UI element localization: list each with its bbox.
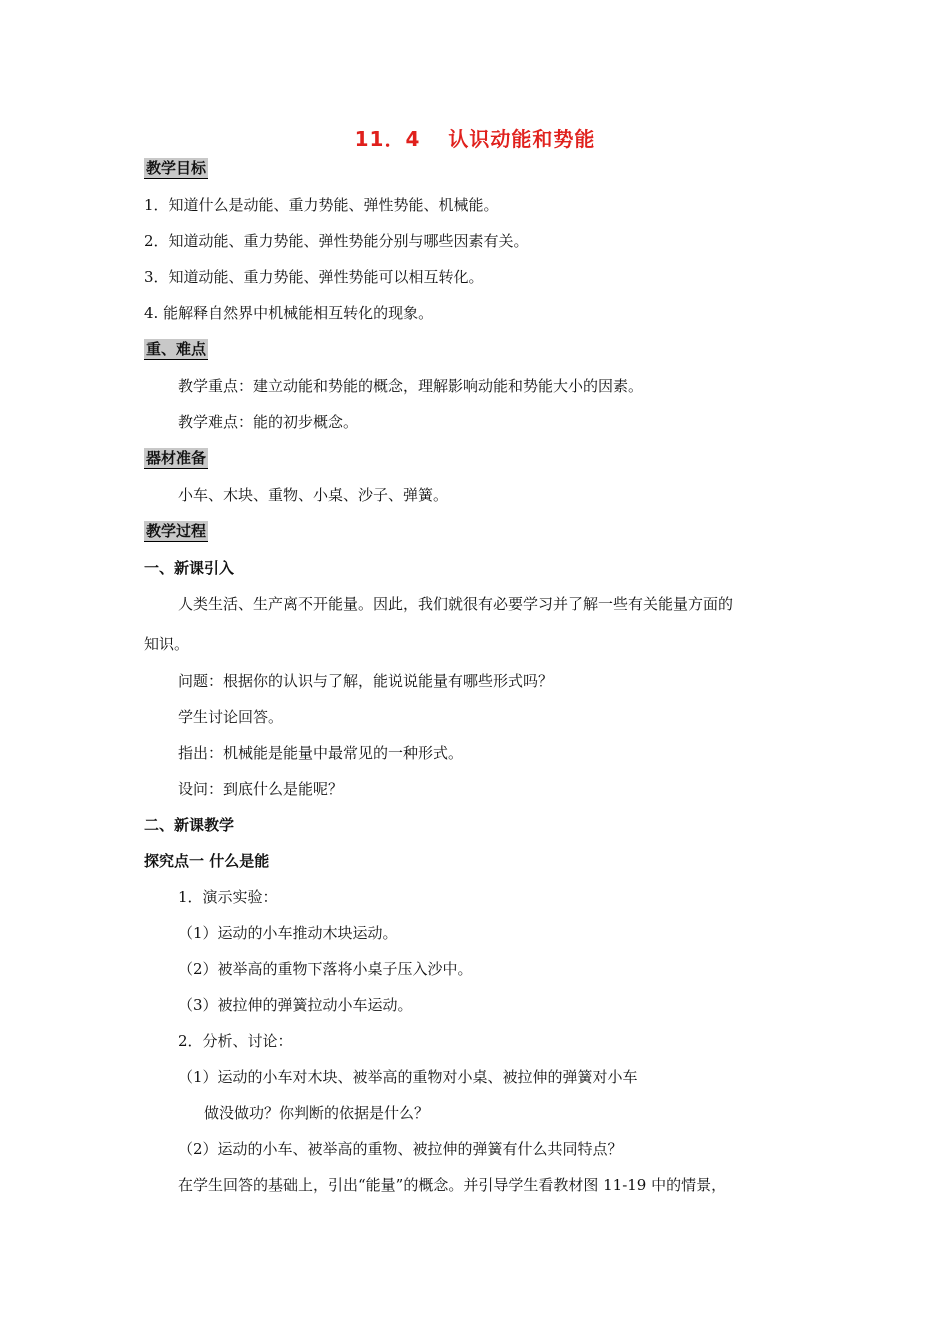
part1-title: 一、新课引入 — [144, 559, 235, 577]
heading-materials: 器材准备 — [146, 449, 207, 467]
materials-list: 小车、木块、重物、小桌、沙子、弹簧。 — [178, 486, 449, 504]
heading-process: 教学过程 — [146, 522, 207, 540]
intro-paragraph-line1: 人类生活、生产离不开能量。因此，我们就很有必要学习并了解一些有关能量方面的 — [178, 595, 734, 613]
conclusion-line: 在学生回答的基础上，引出“能量”的概念。并引导学生看教材图 11-19 中的情景， — [178, 1176, 727, 1194]
objective-item: 2．知道动能、重力势能、弹性势能分别与哪些因素有关。 — [144, 232, 529, 250]
intro-paragraph-line2: 知识。 — [144, 635, 190, 653]
analysis-question-1-line1: （1）运动的小车对木块、被举高的重物对小桌、被拉伸的弹簧对小车 — [178, 1068, 638, 1086]
point-out-text: 指出：机械能是能量中最常见的一种形式。 — [178, 744, 464, 762]
objective-item: 4. 能解释自然界中机械能相互转化的现象。 — [144, 304, 434, 322]
objective-item: 3．知道动能、重力势能、弹性势能可以相互转化。 — [144, 268, 484, 286]
teaching-difficulty: 教学难点：能的初步概念。 — [178, 413, 359, 431]
question-text: 问题：根据你的认识与了解，能说说能量有哪些形式吗？ — [178, 672, 554, 690]
objective-item: 1．知道什么是动能、重力势能、弹性势能、机械能。 — [144, 196, 499, 214]
section-number: 11．4 — [354, 127, 421, 151]
discussion-text: 学生讨论回答。 — [178, 708, 284, 726]
demo-item: （3）被拉伸的弹簧拉动小车运动。 — [178, 996, 413, 1014]
heading-key-points: 重、难点 — [146, 340, 207, 358]
analysis-question-2: （2）运动的小车、被举高的重物、被拉伸的弹簧有什么共同特点？ — [178, 1140, 623, 1158]
part2-title: 二、新课教学 — [144, 816, 235, 834]
demo-label: 1．演示实验： — [178, 888, 278, 906]
ask-text: 设问：到底什么是能呢？ — [178, 780, 344, 798]
section-title: 认识动能和势能 — [448, 127, 596, 151]
analysis-label: 2．分析、讨论： — [178, 1032, 293, 1050]
analysis-question-1-line2: 做没做功？你判断的依据是什么？ — [204, 1104, 430, 1122]
inquiry1-title: 探究点一 什么是能 — [144, 852, 270, 870]
demo-item: （2）被举高的重物下落将小桌子压入沙中。 — [178, 960, 473, 978]
demo-item: （1）运动的小车推动木块运动。 — [178, 924, 398, 942]
teaching-focus: 教学重点：建立动能和势能的概念，理解影响动能和势能大小的因素。 — [178, 377, 644, 395]
heading-objectives: 教学目标 — [146, 159, 207, 177]
page-title — [0, 123, 950, 152]
